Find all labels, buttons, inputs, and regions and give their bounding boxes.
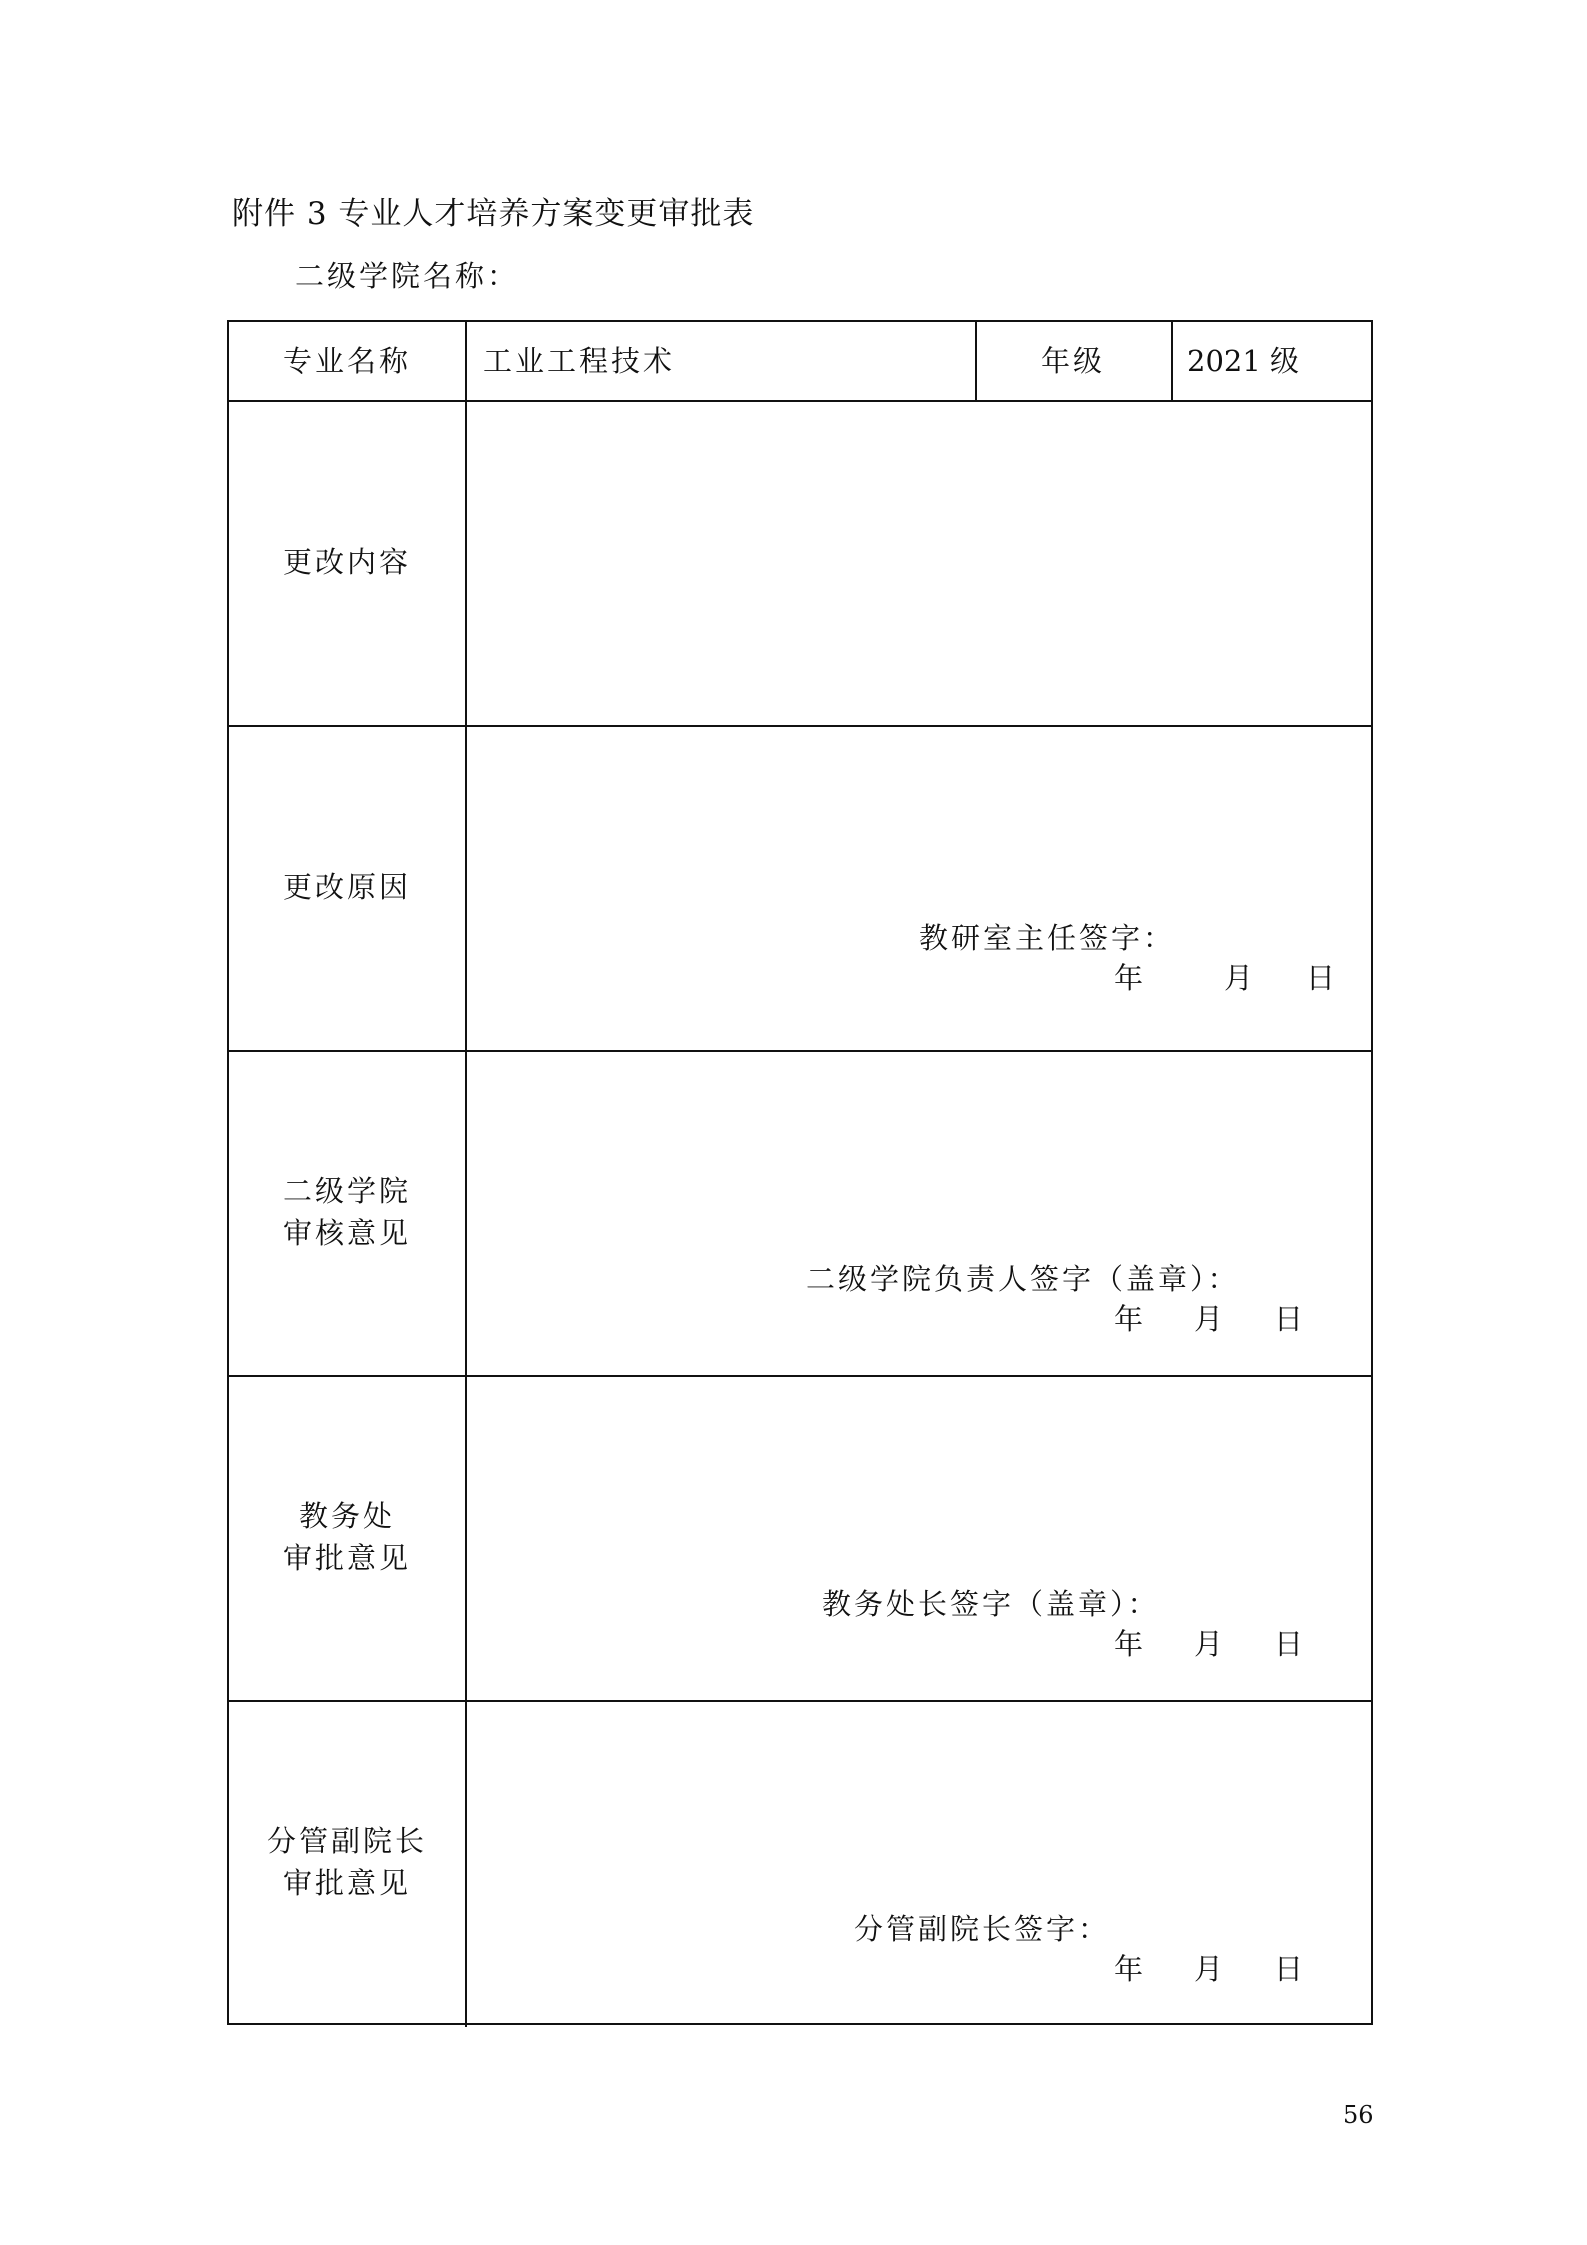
date-month: 月	[1194, 1627, 1227, 1661]
change-reason-field[interactable]	[467, 727, 1371, 927]
change-content-label: 更改内容	[282, 545, 411, 579]
vice-president-field[interactable]	[467, 1702, 1371, 1902]
date-year: 年	[1114, 961, 1147, 995]
page-number: 56	[1343, 2101, 1374, 2129]
date-year: 年	[1114, 1952, 1147, 1986]
change-reason-label: 更改原因	[282, 870, 411, 904]
vice-president-label-line2: 审批意见	[282, 1866, 411, 1900]
grade-label: 年级	[1040, 344, 1105, 378]
college-review-label-line1: 二级学院	[282, 1174, 411, 1208]
date-month: 月	[1224, 961, 1257, 995]
major-name-label: 专业名称	[282, 344, 411, 378]
date-month: 月	[1194, 1302, 1227, 1336]
date-day: 日	[1274, 1952, 1307, 1986]
grade-value[interactable]: 2021 级	[1187, 344, 1300, 378]
academic-affairs-director-signature-label: 教务处长签字（盖章）：	[822, 1587, 1160, 1621]
teaching-director-signature-label: 教研室主任签字：	[919, 921, 1176, 955]
approval-form-table	[227, 320, 1373, 2025]
college-review-field[interactable]	[467, 1052, 1371, 1252]
attachment-title: 附件 3 专业人才培养方案变更审批表	[232, 196, 755, 232]
college-name-label: 二级学院名称：	[295, 259, 520, 293]
header-column-divider	[1171, 322, 1173, 400]
date-day: 日	[1306, 961, 1339, 995]
college-review-label-line2: 审核意见	[282, 1216, 411, 1250]
date-year: 年	[1114, 1302, 1147, 1336]
date-year: 年	[1114, 1627, 1147, 1661]
vice-president-label-line1: 分管副院长	[266, 1824, 427, 1858]
date-day: 日	[1274, 1627, 1307, 1661]
major-name-value[interactable]: 工业工程技术	[483, 344, 676, 378]
academic-affairs-label-line1: 教务处	[298, 1499, 395, 1533]
academic-affairs-label-line2: 审批意见	[282, 1541, 411, 1575]
change-content-field[interactable]	[467, 402, 1371, 723]
college-head-signature-label: 二级学院负责人签字（盖章）：	[806, 1262, 1240, 1296]
date-month: 月	[1194, 1952, 1227, 1986]
academic-affairs-field[interactable]	[467, 1377, 1371, 1577]
vice-president-signature-label: 分管副院长签字：	[854, 1912, 1111, 1946]
date-day: 日	[1274, 1302, 1307, 1336]
